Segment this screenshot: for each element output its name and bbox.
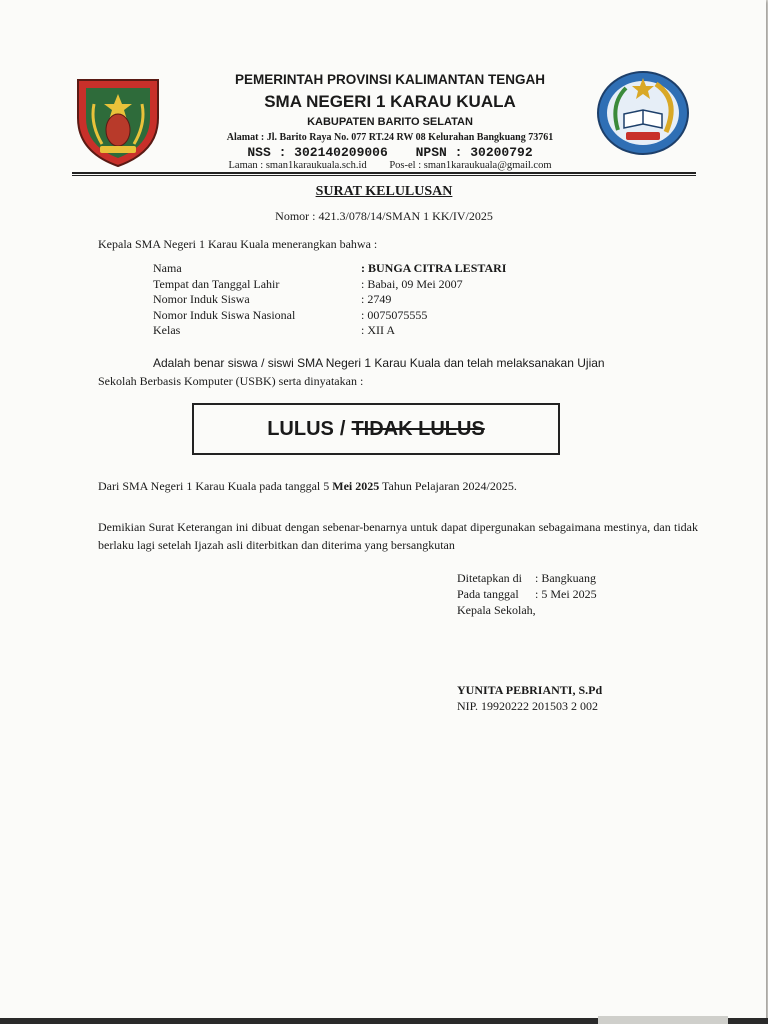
letterhead-website: Laman : sman1karaukuala.sch.id <box>228 160 367 171</box>
signer-nip: NIP. 19920222 201503 2 002 <box>457 699 599 713</box>
status-pass: LULUS <box>267 417 334 440</box>
field-row <box>153 292 506 308</box>
page-bottom-scrap <box>598 1016 728 1024</box>
graduation-text-before: Dari SMA Negeri 1 Karau Kuala pada tanggal 5 <box>98 479 333 493</box>
issuance-place-label: Ditetapkan di <box>457 571 522 585</box>
letterhead-address: Alamat : Jl. Barito Raya No. 077 RT.24 RW 08 Kelurahan Bangkuang 73761 <box>226 132 554 143</box>
school-emblem-icon <box>596 70 690 156</box>
signer-position: Kepala Sekolah, <box>457 603 536 617</box>
graduation-date-paragraph <box>98 479 517 494</box>
issuance-place-row <box>457 570 597 586</box>
issuance-place-value: : Bangkuang <box>535 571 596 585</box>
declaration-line-1: Adalah benar siswa / siswi SMA Negeri 1 Karau Kuala dan telah melaksanakan Ujian <box>153 356 605 370</box>
letterhead-ids <box>190 145 590 160</box>
field-value: : BUNGA CITRA LESTARI <box>361 261 507 276</box>
field-row <box>153 323 506 339</box>
field-label: Kelas <box>153 323 181 338</box>
issuance-block <box>457 570 597 618</box>
graduation-text-bold: Mei 2025 <box>332 479 380 493</box>
field-label: Nomor Induk Siswa <box>153 292 250 307</box>
signer-name: YUNITA PEBRIANTI, S.Pd <box>457 683 603 697</box>
field-value: : Babai, 09 Mei 2007 <box>361 276 463 291</box>
letterhead-school-name: SMA NEGERI 1 KARAU KUALA <box>264 92 516 111</box>
declaration-paragraph <box>98 354 658 390</box>
issuance-date-label: Pada tanggal <box>457 587 519 601</box>
issuance-date-value: : 5 Mei 2025 <box>535 587 597 601</box>
intro-text: Kepala SMA Negeri 1 Karau Kuala menerangkan bahwa : <box>98 237 378 251</box>
field-label: Nama <box>153 261 182 276</box>
letterhead-regency: KABUPATEN BARITO SELATAN <box>307 116 473 128</box>
field-value: : XII A <box>361 323 395 338</box>
graduation-text-after: Tahun Pelajaran 2024/2025. <box>379 479 517 493</box>
field-value: : 0075075555 <box>361 307 428 322</box>
field-row <box>153 308 506 324</box>
signer-block <box>457 682 602 714</box>
letterhead-province: PEMERINTAH PROVINSI KALIMANTAN TENGAH <box>235 72 545 87</box>
graduation-status-box <box>192 403 560 455</box>
declaration-line-2: Sekolah Berbasis Komputer (USBK) serta dinyatakan : <box>98 374 364 388</box>
letterhead-rule-thick <box>72 172 696 174</box>
letterhead <box>190 70 590 171</box>
field-label: Tempat dan Tanggal Lahir <box>153 276 280 291</box>
letterhead-npsn: NPSN : 30200792 <box>415 145 533 160</box>
field-row <box>153 261 506 277</box>
field-value: : 2749 <box>361 292 392 307</box>
student-details <box>153 261 506 339</box>
document-number: Nomor : 421.3/078/14/SMAN 1 KK/IV/2025 <box>275 209 493 223</box>
closing-paragraph: Demikian Surat Keterangan ini dibuat dengan sebenar-benarnya untuk dapat dipergunakan sebagaimana mestinya, dan tidak berlaku lagi setelah Ijazah asli diterbitkan dan diterima yang bersangkutan <box>98 520 698 552</box>
field-row <box>153 277 506 293</box>
document-title: SURAT KELULUSAN <box>315 184 453 199</box>
letterhead-rule-thin <box>72 175 696 176</box>
status-separator: / <box>339 417 346 440</box>
letterhead-nss: NSS : 302140209006 <box>247 145 388 160</box>
status-fail-struck: TIDAK LULUS <box>351 417 485 440</box>
issuance-date-row <box>457 586 597 602</box>
letterhead-contacts <box>190 160 590 171</box>
letterhead-email: Pos-el : sman1karaukuala@gmail.com <box>389 160 552 171</box>
field-label: Nomor Induk Siswa Nasional <box>153 307 296 322</box>
provincial-emblem-icon <box>72 74 164 170</box>
